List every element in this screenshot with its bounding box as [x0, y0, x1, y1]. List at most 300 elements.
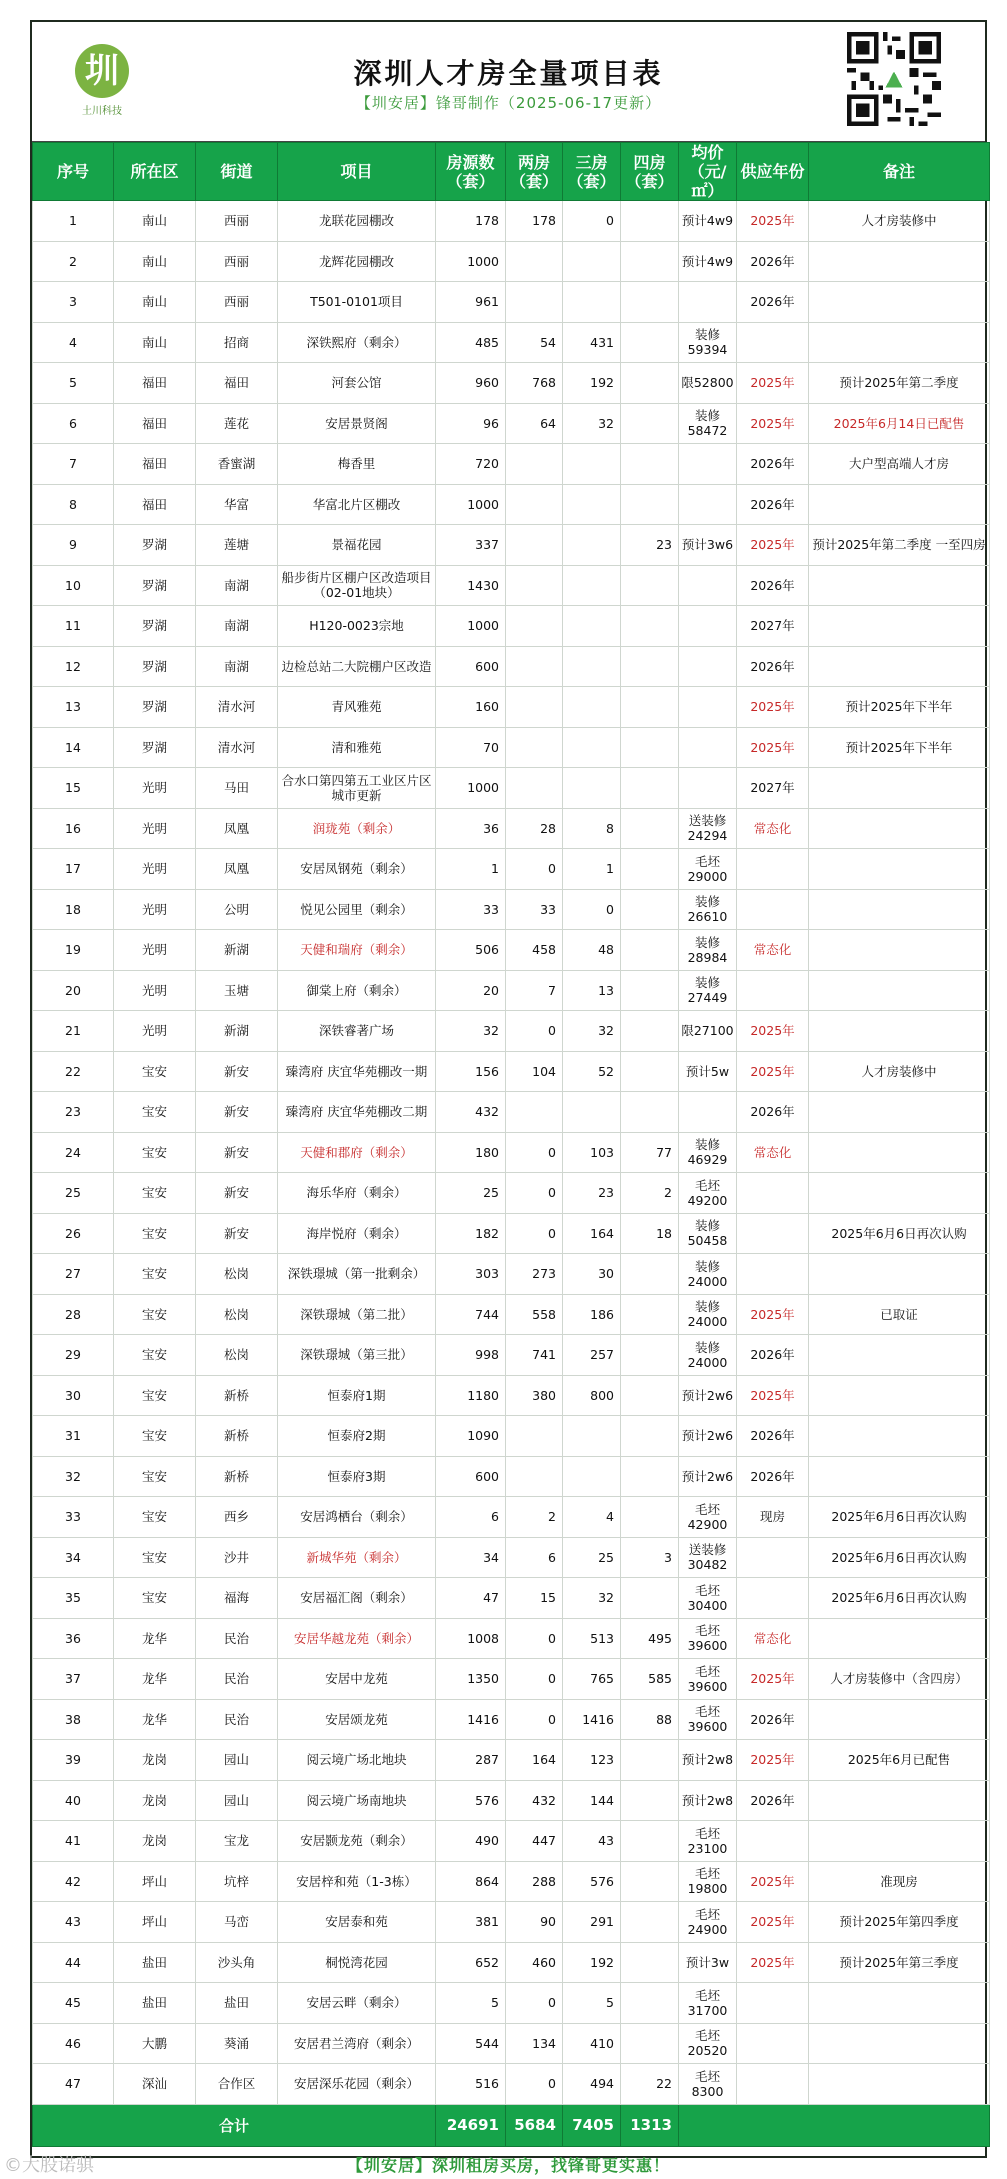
cell-project: 梅香里 [278, 444, 436, 485]
column-header-no[interactable]: 序号 [33, 143, 114, 201]
cell-year: 常态化 [737, 808, 809, 849]
cell-total: 32 [436, 1011, 506, 1052]
table-row [33, 849, 990, 890]
cell-note: 准现房 [809, 1861, 990, 1902]
cell-two-room: 164 [506, 1740, 563, 1781]
cell-price: 毛坯 39600 [679, 1659, 737, 1700]
cell-three-room: 1 [563, 849, 621, 890]
cell-price [679, 565, 737, 606]
column-header-four-room[interactable]: 四房（套） [621, 143, 679, 201]
cell-total: 485 [436, 322, 506, 363]
cell-three-room [563, 241, 621, 282]
cell-two-room: 0 [506, 849, 563, 890]
cell-no: 19 [33, 930, 114, 971]
cell-four-room [621, 727, 679, 768]
table-row [33, 1983, 990, 2024]
column-header-year[interactable]: 供应年份 [737, 143, 809, 201]
cell-total: 156 [436, 1051, 506, 1092]
table-row [33, 1578, 990, 1619]
column-header-district[interactable]: 所在区 [114, 143, 196, 201]
cell-street: 南湖 [196, 646, 278, 687]
cell-no: 17 [33, 849, 114, 890]
cell-note [809, 1416, 990, 1457]
cell-note [809, 1375, 990, 1416]
cell-price: 装修 24000 [679, 1335, 737, 1376]
cell-price: 预计3w [679, 1942, 737, 1983]
table-row [33, 2064, 990, 2105]
cell-year [737, 2023, 809, 2064]
cell-price [679, 484, 737, 525]
cell-price: 毛坯 39600 [679, 1699, 737, 1740]
cell-price: 装修 46929 [679, 1132, 737, 1173]
column-header-price[interactable]: 均价（元/㎡） [679, 143, 737, 201]
cell-project: 河套公馆 [278, 363, 436, 404]
cell-project: 天健和瑞府（剩余） [278, 930, 436, 971]
cell-street: 合作区 [196, 2064, 278, 2105]
cell-price: 毛坯 20520 [679, 2023, 737, 2064]
cell-price: 预计2w8 [679, 1780, 737, 1821]
cell-project: 安居泰和苑 [278, 1902, 436, 1943]
table-row [33, 322, 990, 363]
column-header-three-room[interactable]: 三房（套） [563, 143, 621, 201]
cell-district: 宝安 [114, 1497, 196, 1538]
cell-street: 华富 [196, 484, 278, 525]
cell-four-room [621, 1740, 679, 1781]
cell-total: 182 [436, 1213, 506, 1254]
cell-project: T501-0101项目 [278, 282, 436, 323]
cell-street: 招商 [196, 322, 278, 363]
cell-district: 龙华 [114, 1659, 196, 1700]
cell-two-room [506, 768, 563, 809]
cell-two-room: 6 [506, 1537, 563, 1578]
cell-total: 576 [436, 1780, 506, 1821]
cell-district: 宝安 [114, 1213, 196, 1254]
cell-street: 新安 [196, 1132, 278, 1173]
totals-two-room: 5684 [506, 2104, 563, 2146]
cell-no: 32 [33, 1456, 114, 1497]
cell-year: 2025年 [737, 1861, 809, 1902]
cell-total: 432 [436, 1092, 506, 1133]
cell-price [679, 1092, 737, 1133]
cell-three-room [563, 687, 621, 728]
cell-three-room: 32 [563, 403, 621, 444]
cell-two-room [506, 606, 563, 647]
cell-street: 民治 [196, 1659, 278, 1700]
cell-project: 恒泰府3期 [278, 1456, 436, 1497]
table-row [33, 930, 990, 971]
cell-project: 深铁熙府（剩余） [278, 322, 436, 363]
cell-year: 2026年 [737, 1699, 809, 1740]
watermark: ©大股诺骐 [4, 2155, 94, 2176]
cell-three-room [563, 1416, 621, 1457]
cell-project: 润珑苑（剩余） [278, 808, 436, 849]
cell-four-room [621, 444, 679, 485]
cell-year: 现房 [737, 1497, 809, 1538]
cell-three-room: 186 [563, 1294, 621, 1335]
cell-price: 预计2w6 [679, 1375, 737, 1416]
cell-no: 41 [33, 1821, 114, 1862]
cell-street: 新安 [196, 1051, 278, 1092]
cell-three-room: 144 [563, 1780, 621, 1821]
table-row [33, 1497, 990, 1538]
cell-total: 178 [436, 201, 506, 242]
cell-project: 华富北片区棚改 [278, 484, 436, 525]
cell-two-room: 64 [506, 403, 563, 444]
cell-three-room: 23 [563, 1173, 621, 1214]
cell-two-room: 0 [506, 1659, 563, 1700]
cell-two-room: 0 [506, 1173, 563, 1214]
cell-four-room [621, 484, 679, 525]
cell-no: 31 [33, 1416, 114, 1457]
cell-year: 2026年 [737, 241, 809, 282]
cell-price [679, 687, 737, 728]
cell-note [809, 970, 990, 1011]
table-row [33, 646, 990, 687]
cell-four-room: 495 [621, 1618, 679, 1659]
cell-price: 毛坯 39600 [679, 1618, 737, 1659]
cell-street: 凤凰 [196, 808, 278, 849]
cell-four-room: 22 [621, 2064, 679, 2105]
cell-total: 381 [436, 1902, 506, 1943]
cell-no: 39 [33, 1740, 114, 1781]
cell-three-room: 494 [563, 2064, 621, 2105]
cell-district: 宝安 [114, 1375, 196, 1416]
table-row [33, 1173, 990, 1214]
cell-two-room [506, 727, 563, 768]
cell-price: 送装修 30482 [679, 1537, 737, 1578]
table-row [33, 1902, 990, 1943]
table-row [33, 201, 990, 242]
cell-street: 凤凰 [196, 849, 278, 890]
column-header-two-room[interactable]: 两房（套） [506, 143, 563, 201]
cell-four-room [621, 1294, 679, 1335]
cell-four-room: 585 [621, 1659, 679, 1700]
cell-price: 毛坯 42900 [679, 1497, 737, 1538]
table-row [33, 808, 990, 849]
cell-year: 2025年 [737, 1294, 809, 1335]
cell-street: 民治 [196, 1699, 278, 1740]
cell-four-room [621, 1092, 679, 1133]
cell-price: 毛坯 23100 [679, 1821, 737, 1862]
cell-total: 287 [436, 1740, 506, 1781]
cell-note: 预计2025年下半年 [809, 687, 990, 728]
cell-project: 安居颂龙苑 [278, 1699, 436, 1740]
cell-three-room [563, 484, 621, 525]
column-header-project[interactable]: 项目 [278, 143, 436, 201]
cell-note: 2025年6月14日已配售 [809, 403, 990, 444]
table-row [33, 768, 990, 809]
cell-district: 光明 [114, 768, 196, 809]
cell-four-room [621, 1416, 679, 1457]
cell-four-room [621, 403, 679, 444]
cell-year: 2026年 [737, 1416, 809, 1457]
project-table [32, 142, 990, 2147]
cell-total: 70 [436, 727, 506, 768]
cell-project: 新城华苑（剩余） [278, 1537, 436, 1578]
cell-district: 南山 [114, 201, 196, 242]
table-row [33, 565, 990, 606]
cell-year: 2025年 [737, 403, 809, 444]
cell-price: 装修 24000 [679, 1254, 737, 1295]
cell-street: 公明 [196, 889, 278, 930]
cell-street: 宝龙 [196, 1821, 278, 1862]
cell-district: 宝安 [114, 1132, 196, 1173]
cell-two-room: 90 [506, 1902, 563, 1943]
cell-district: 大鹏 [114, 2023, 196, 2064]
cell-four-room [621, 1375, 679, 1416]
cell-three-room: 164 [563, 1213, 621, 1254]
table-row [33, 1861, 990, 1902]
cell-total: 47 [436, 1578, 506, 1619]
cell-two-room: 0 [506, 1213, 563, 1254]
cell-year: 2025年 [737, 1375, 809, 1416]
cell-two-room [506, 484, 563, 525]
cell-price: 送装修 24294 [679, 808, 737, 849]
cell-three-room: 13 [563, 970, 621, 1011]
cell-street: 西丽 [196, 241, 278, 282]
cell-four-room: 88 [621, 1699, 679, 1740]
cell-total: 1008 [436, 1618, 506, 1659]
table-row [33, 1699, 990, 1740]
cell-two-room: 7 [506, 970, 563, 1011]
cell-district: 福田 [114, 444, 196, 485]
cell-street: 西丽 [196, 282, 278, 323]
cell-no: 25 [33, 1173, 114, 1214]
cell-note [809, 241, 990, 282]
cell-note [809, 2064, 990, 2105]
cell-four-room [621, 1011, 679, 1052]
cell-year: 2025年 [737, 1942, 809, 1983]
cell-three-room: 32 [563, 1578, 621, 1619]
cell-total: 720 [436, 444, 506, 485]
cell-no: 20 [33, 970, 114, 1011]
cell-no: 9 [33, 525, 114, 566]
cell-no: 24 [33, 1132, 114, 1173]
cell-price: 预计4w9 [679, 201, 737, 242]
cell-two-room: 741 [506, 1335, 563, 1376]
cell-no: 13 [33, 687, 114, 728]
cell-three-room [563, 646, 621, 687]
cell-total: 1430 [436, 565, 506, 606]
cell-year [737, 1821, 809, 1862]
cell-total: 1000 [436, 241, 506, 282]
cell-note [809, 1456, 990, 1497]
cell-project: 龙辉花园棚改 [278, 241, 436, 282]
cell-price: 装修 26610 [679, 889, 737, 930]
cell-street: 莲塘 [196, 525, 278, 566]
cell-district: 龙岗 [114, 1780, 196, 1821]
cell-total: 36 [436, 808, 506, 849]
cell-four-room [621, 1780, 679, 1821]
cell-four-room [621, 363, 679, 404]
cell-project: 船步街片区棚户区改造项目（02-01地块） [278, 565, 436, 606]
cell-four-room [621, 1335, 679, 1376]
cell-three-room [563, 525, 621, 566]
table-row [33, 1375, 990, 1416]
cell-no: 37 [33, 1659, 114, 1700]
cell-district: 坪山 [114, 1902, 196, 1943]
cell-project: 阅云境广场南地块 [278, 1780, 436, 1821]
cell-price: 毛坯 19800 [679, 1861, 737, 1902]
cell-total: 600 [436, 1456, 506, 1497]
cell-three-room [563, 727, 621, 768]
cell-two-room [506, 444, 563, 485]
cell-no: 21 [33, 1011, 114, 1052]
cell-no: 8 [33, 484, 114, 525]
cell-three-room: 513 [563, 1618, 621, 1659]
cell-year: 2025年 [737, 727, 809, 768]
cell-price [679, 282, 737, 323]
cell-no: 45 [33, 1983, 114, 2024]
cell-project: H120-0023宗地 [278, 606, 436, 647]
table-row [33, 687, 990, 728]
table-row [33, 1618, 990, 1659]
table-row [33, 363, 990, 404]
cell-street: 马田 [196, 768, 278, 809]
table-header-row [33, 143, 990, 201]
cell-note [809, 1699, 990, 1740]
cell-note: 2025年6月6日再次认购 [809, 1578, 990, 1619]
cell-note [809, 1821, 990, 1862]
column-header-total[interactable]: 房源数（套） [436, 143, 506, 201]
cell-no: 43 [33, 1902, 114, 1943]
cell-street: 新湖 [196, 1011, 278, 1052]
cell-price: 毛坯8300 [679, 2064, 737, 2105]
cell-no: 42 [33, 1861, 114, 1902]
table-row [33, 1740, 990, 1781]
cell-district: 光明 [114, 970, 196, 1011]
cell-year: 2025年 [737, 201, 809, 242]
cell-street: 松岗 [196, 1254, 278, 1295]
cell-no: 38 [33, 1699, 114, 1740]
cell-district: 福田 [114, 403, 196, 444]
cell-no: 11 [33, 606, 114, 647]
cell-district: 光明 [114, 849, 196, 890]
cell-four-room: 3 [621, 1537, 679, 1578]
cell-note: 人才房装修中（含四房） [809, 1659, 990, 1700]
totals-four-room: 1313 [621, 2104, 679, 2146]
table-row [33, 1132, 990, 1173]
table-row [33, 970, 990, 1011]
cell-two-room: 447 [506, 1821, 563, 1862]
cell-project: 恒泰府2期 [278, 1416, 436, 1457]
cell-street: 马峦 [196, 1902, 278, 1943]
cell-year [737, 322, 809, 363]
cell-project: 海岸悦府（剩余） [278, 1213, 436, 1254]
cell-price: 毛坯 29000 [679, 849, 737, 890]
table-row [33, 1213, 990, 1254]
cell-total: 1180 [436, 1375, 506, 1416]
cell-district: 福田 [114, 484, 196, 525]
cell-project: 海乐华府（剩余） [278, 1173, 436, 1214]
cell-price [679, 606, 737, 647]
cell-project: 安居颢龙苑（剩余） [278, 1821, 436, 1862]
cell-note: 预计2025年下半年 [809, 727, 990, 768]
cell-three-room: 123 [563, 1740, 621, 1781]
table-row [33, 1537, 990, 1578]
cell-two-room: 458 [506, 930, 563, 971]
cell-no: 27 [33, 1254, 114, 1295]
cell-district: 龙华 [114, 1699, 196, 1740]
cell-total: 303 [436, 1254, 506, 1295]
cell-note [809, 1011, 990, 1052]
cell-price: 预计5w [679, 1051, 737, 1092]
cell-two-room [506, 525, 563, 566]
cell-four-room [621, 322, 679, 363]
cell-year [737, 1537, 809, 1578]
cell-three-room: 43 [563, 1821, 621, 1862]
cell-year [737, 1578, 809, 1619]
table-row [33, 403, 990, 444]
cell-project: 龙联花园棚改 [278, 201, 436, 242]
column-header-note[interactable]: 备注 [809, 143, 990, 201]
cell-note: 已取证 [809, 1294, 990, 1335]
cell-three-room [563, 1456, 621, 1497]
cell-district: 南山 [114, 241, 196, 282]
cell-total: 6 [436, 1497, 506, 1538]
cell-no: 40 [33, 1780, 114, 1821]
cell-note [809, 484, 990, 525]
cell-three-room: 765 [563, 1659, 621, 1700]
cell-three-room: 25 [563, 1537, 621, 1578]
cell-year: 2027年 [737, 606, 809, 647]
sheet-header [32, 22, 985, 142]
cell-street: 松岗 [196, 1294, 278, 1335]
cell-four-room [621, 646, 679, 687]
cell-price: 预计2w6 [679, 1456, 737, 1497]
cell-district: 罗湖 [114, 646, 196, 687]
cell-three-room: 1416 [563, 1699, 621, 1740]
cell-project: 合水口第四第五工业区片区城市更新 [278, 768, 436, 809]
cell-four-room [621, 1578, 679, 1619]
cell-note [809, 322, 990, 363]
cell-no: 34 [33, 1537, 114, 1578]
cell-three-room: 410 [563, 2023, 621, 2064]
cell-district: 盐田 [114, 1983, 196, 2024]
table-row [33, 1294, 990, 1335]
cell-no: 14 [33, 727, 114, 768]
cell-four-room [621, 1983, 679, 2024]
totals-label: 合计 [33, 2104, 436, 2146]
cell-district: 宝安 [114, 1092, 196, 1133]
cell-two-room [506, 241, 563, 282]
cell-total: 490 [436, 1821, 506, 1862]
column-header-street[interactable]: 街道 [196, 143, 278, 201]
cell-note [809, 808, 990, 849]
cell-three-room: 4 [563, 1497, 621, 1538]
cell-three-room [563, 282, 621, 323]
cell-four-room [621, 889, 679, 930]
footer-slogan: 【圳安居】深圳租房买房，找锋哥更实惠！ [346, 2155, 670, 2175]
cell-no: 26 [33, 1213, 114, 1254]
cell-street: 园山 [196, 1740, 278, 1781]
cell-note [809, 1132, 990, 1173]
cell-two-room: 0 [506, 1618, 563, 1659]
cell-total: 1 [436, 849, 506, 890]
cell-district: 福田 [114, 363, 196, 404]
cell-price: 限52800 [679, 363, 737, 404]
cell-street: 沙头角 [196, 1942, 278, 1983]
cell-two-room: 33 [506, 889, 563, 930]
cell-no: 28 [33, 1294, 114, 1335]
table-row [33, 1051, 990, 1092]
cell-district: 龙岗 [114, 1821, 196, 1862]
cell-three-room: 30 [563, 1254, 621, 1295]
cell-district: 龙华 [114, 1618, 196, 1659]
cell-price: 预计2w8 [679, 1740, 737, 1781]
cell-note: 大户型高端人才房 [809, 444, 990, 485]
cell-project: 深铁璟城（第二批） [278, 1294, 436, 1335]
